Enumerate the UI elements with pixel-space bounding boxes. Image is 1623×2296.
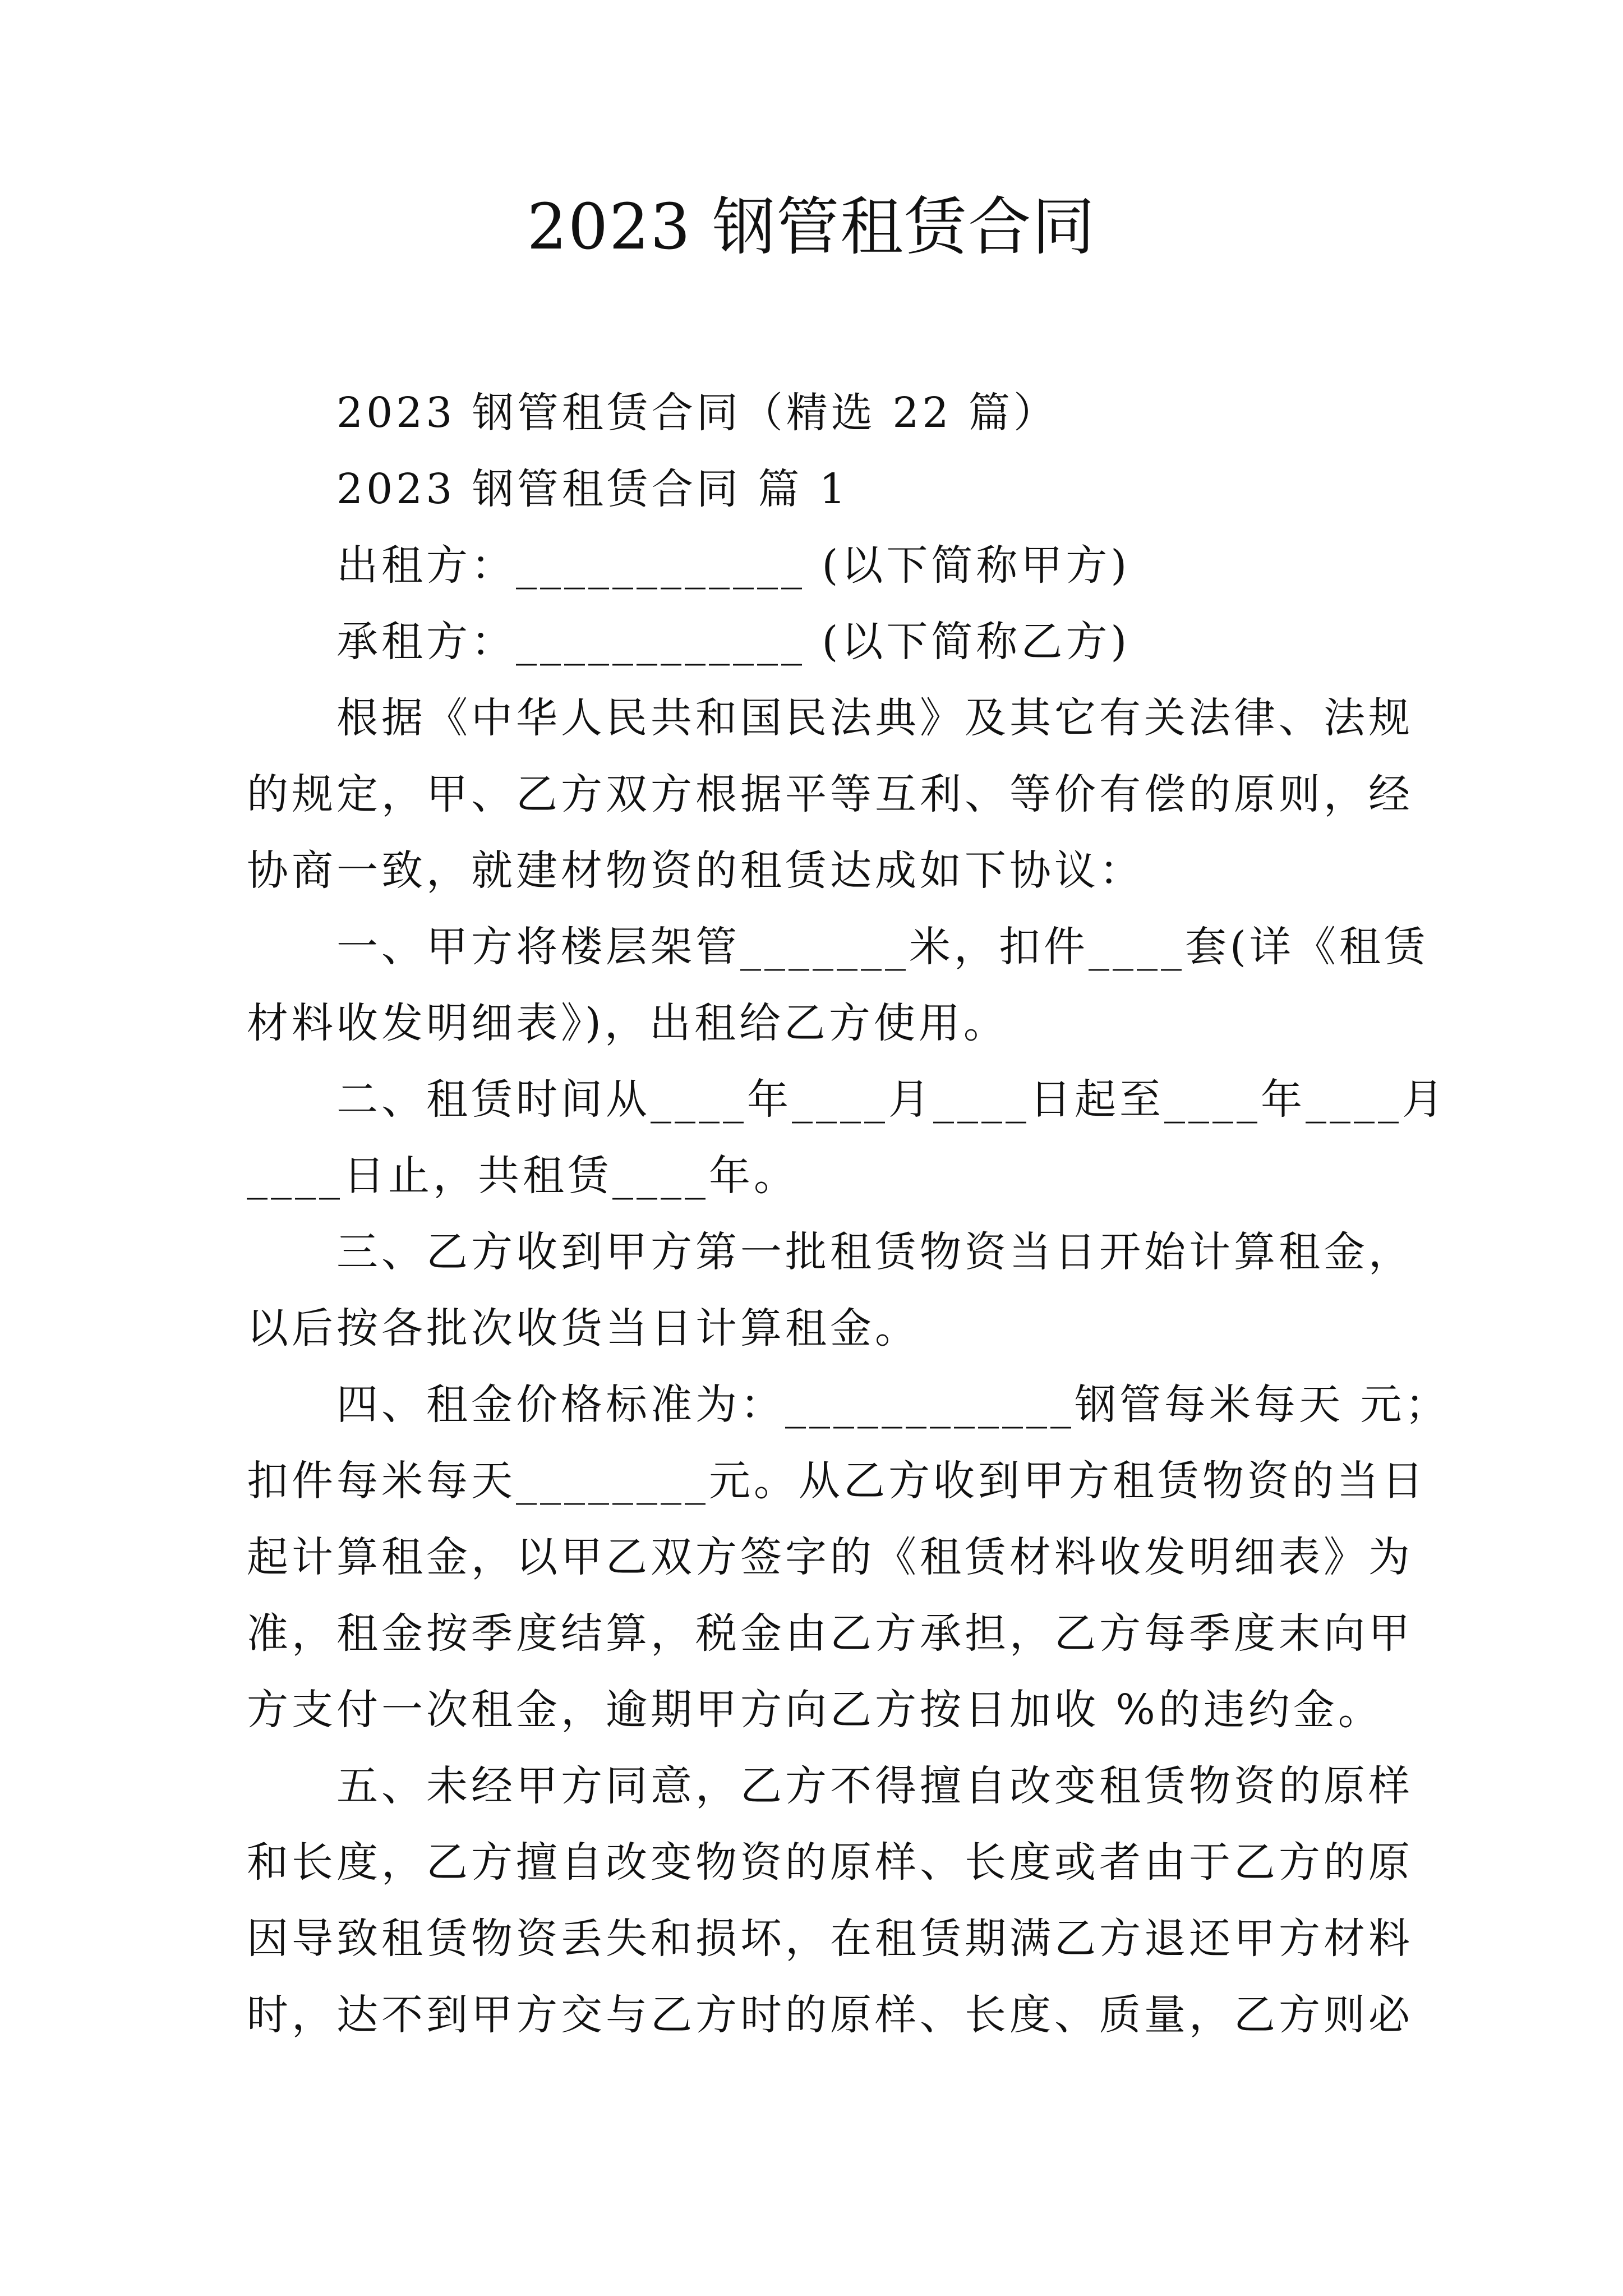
text-line: 的规定，甲、乙方双方根据平等互利、等价有偿的原则，经 [247, 770, 1413, 818]
text-line: 起计算租金，以甲乙双方签字的《租赁材料收发明细表》为 [247, 1533, 1413, 1581]
text-line: 方支付一次租金，逾期甲方向乙方按日加收 %的违约金。 [247, 1686, 1383, 1734]
text-line: 准，租金按季度结算，税金由乙方承担，乙方每季度末向甲 [247, 1609, 1413, 1658]
text-line: 一、甲方将楼层架管_______米，扣件____套(详《租赁 [336, 923, 1429, 971]
text-line: 协商一致，就建材物资的租赁达成如下协议： [247, 846, 1144, 895]
text-line: 时，达不到甲方交与乙方时的原样、长度、质量，乙方则必 [247, 1991, 1413, 2039]
text-line: 四、租金价格标准为：____________钢管每米每天 元； [336, 1381, 1450, 1429]
text-line: 因导致租赁物资丢失和损坏，在租赁期满乙方退还甲方材料 [247, 1915, 1413, 1963]
text-line: 出租方：____________ (以下简称甲方) [336, 541, 1131, 590]
text-line: 以后按各批次收货当日计算租金。 [247, 1304, 920, 1352]
text-line: ____日止，共租赁____年。 [247, 1152, 799, 1200]
text-line: 2023 钢管租赁合同（精选 22 篇） [336, 389, 1059, 437]
document-body [247, 375, 1450, 2053]
document-title: 2023 钢管租赁合同 [527, 191, 1096, 264]
text-line: 根据《中华人民共和国民法典》及其它有关法律、法规 [336, 694, 1413, 742]
text-line: 二、租赁时间从____年____月____日起至____年____月 [336, 1075, 1447, 1124]
text-line: 扣件每米每天________元。从乙方收到甲方租赁物资的当日 [247, 1457, 1427, 1505]
text-line: 五、未经甲方同意，乙方不得擅自改变租赁物资的原样 [336, 1762, 1413, 1810]
text-line: 和长度，乙方擅自改变物资的原样、长度或者由于乙方的原 [247, 1838, 1413, 1887]
text-line: 2023 钢管租赁合同 篇 1 [336, 465, 849, 513]
text-line: 材料收发明细表》)，出租给乙方使用。 [247, 999, 1008, 1047]
text-line: 承租方：____________ (以下简称乙方) [336, 618, 1131, 666]
text-line: 三、乙方收到甲方第一批租赁物资当日开始计算租金， [336, 1228, 1413, 1276]
